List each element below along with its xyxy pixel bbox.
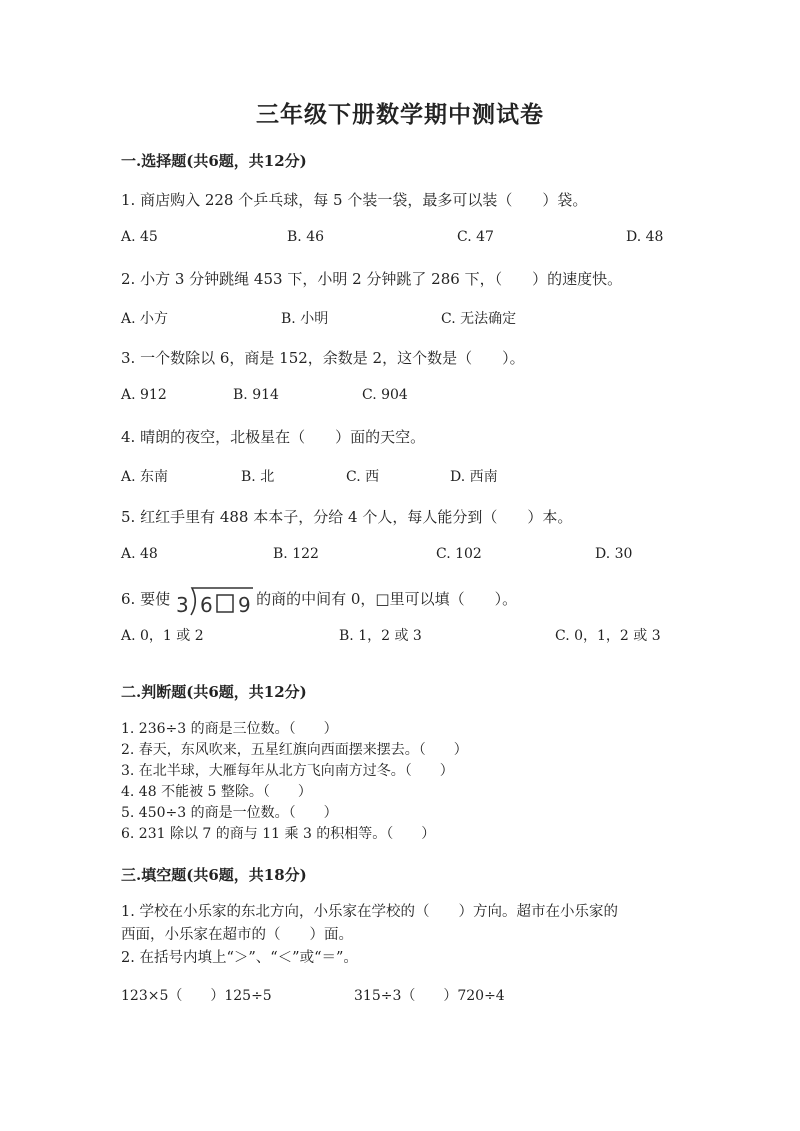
option-b: B. 1，2 或 3 (339, 628, 422, 644)
option-a: A. 45 (121, 229, 158, 245)
question-6-suffix: 的商的中间有 0，□里可以填（ ）。 (256, 590, 518, 608)
option-a: A. 东南 (121, 469, 169, 485)
choice-question-3: 3. 一个数除以 6，商是 152，余数是 2，这个数是（ ）。 (121, 349, 525, 367)
judge-question-4: 4. 48 不能被 5 整除。（ ） (121, 784, 312, 800)
page-title: 三年级下册数学期中测试卷 (256, 101, 544, 128)
option-c: C. 西 (346, 469, 380, 485)
choice-question-5: 5. 红红手里有 488 本本子，分给 4 个人，每人能分到（ ）本。 (121, 508, 573, 526)
option-a: A. 48 (121, 546, 158, 562)
fill-question-1-line-2: 西面，小乐家在超市的（ ）面。 (121, 927, 353, 943)
option-c: C. 47 (457, 229, 494, 245)
section-heading-fill: 三.填空题(共6题，共18分) (121, 866, 307, 884)
choice-options-5 (121, 546, 681, 566)
option-c: C. 102 (436, 546, 482, 562)
option-a: A. 912 (121, 387, 167, 403)
divisor-digit: 3 (176, 593, 189, 617)
judge-question-list (121, 719, 468, 845)
option-a: A. 小方 (121, 311, 169, 327)
choice-options-1 (121, 229, 681, 249)
choice-question-1: 1. 商店购入 228 个乒乓球，每 5 个装一袋，最多可以装（ ）袋。 (121, 191, 588, 209)
section-heading-choice: 一.选择题(共6题，共12分) (121, 152, 307, 170)
choice-question-6 (121, 582, 517, 618)
judge-question-3: 3. 在北半球，大雁每年从北方飞向南方过冬。（ ） (121, 763, 454, 779)
option-b: B. 北 (241, 469, 275, 485)
option-c: C. 0，1，2 或 3 (555, 628, 661, 644)
dividend-right-digit: 9 (238, 593, 251, 617)
option-c: C. 无法确定 (441, 311, 517, 327)
choice-options-4 (121, 466, 681, 486)
compare-expression-1: 123×5（ ）125÷5 (121, 988, 272, 1004)
option-c: C. 904 (362, 387, 408, 403)
option-d: D. 48 (626, 229, 664, 245)
choice-options-6 (121, 625, 681, 645)
long-division-figure (171, 582, 255, 618)
compare-expression-2: 315÷3（ ）720÷4 (354, 988, 505, 1004)
option-b: B. 小明 (281, 311, 329, 327)
judge-question-5: 5. 450÷3 的商是一位数。（ ） (121, 805, 338, 821)
fill-question-list (121, 901, 681, 970)
question-6-prefix: 6. 要使 (121, 590, 171, 608)
option-b: B. 46 (287, 229, 325, 245)
option-b: B. 914 (233, 387, 279, 403)
blank-square (217, 595, 233, 612)
choice-question-4: 4. 晴朗的夜空，北极星在（ ）面的天空。 (121, 428, 426, 446)
option-a: A. 0，1 或 2 (121, 628, 204, 644)
option-d: D. 西南 (450, 469, 498, 485)
choice-options-2 (121, 308, 681, 328)
judge-question-1: 1. 236÷3 的商是三位数。（ ） (121, 721, 338, 737)
judge-question-2: 2. 春天，东风吹来，五星红旗向西面摆来摆去。（ ） (121, 742, 468, 758)
choice-question-2: 2. 小方 3 分钟跳绳 453 下，小明 2 分钟跳了 286 下，（ ）的速度快。 (121, 270, 623, 288)
option-b: B. 122 (273, 546, 319, 562)
section-heading-judge: 二.判断题(共6题，共12分) (121, 683, 307, 701)
fill-question-1-line-1: 1. 学校在小乐家的东北方向，小乐家在学校的（ ）方向。超市在小乐家的 (121, 904, 618, 920)
choice-options-3 (121, 387, 681, 407)
judge-question-6: 6. 231 除以 7 的商与 11 乘 3 的积相等。（ ） (121, 826, 436, 842)
fill-question-2: 2. 在括号内填上“＞”、“＜”或“＝”。 (121, 950, 358, 966)
dividend-left-digit: 6 (200, 593, 213, 617)
option-d: D. 30 (595, 546, 633, 562)
